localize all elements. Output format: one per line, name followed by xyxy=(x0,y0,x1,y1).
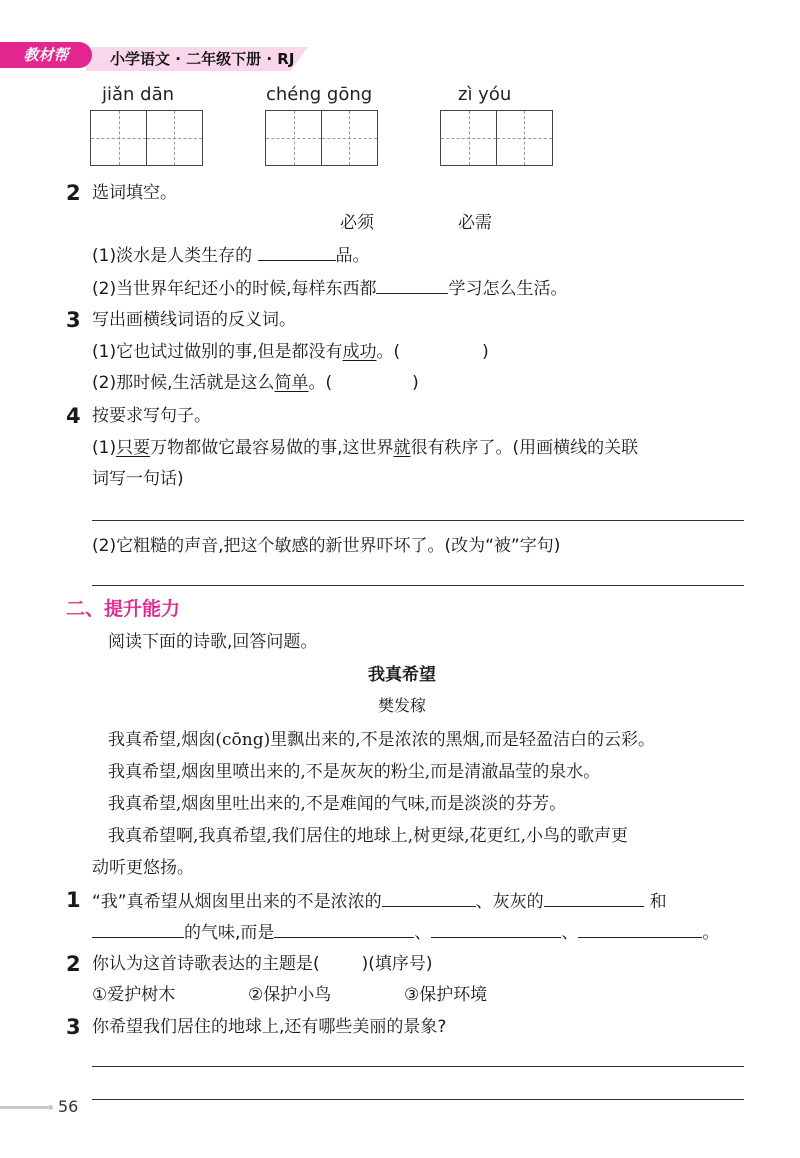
question-number: 3 xyxy=(66,1015,81,1039)
answer-blank[interactable] xyxy=(578,919,702,938)
pinyin-label: jiǎn dān xyxy=(102,84,175,105)
tian-grid-cell[interactable] xyxy=(496,110,553,166)
r1-line-2: 的气味,而是 、 、 。 xyxy=(92,919,719,945)
pinyin-label: chéng gōng xyxy=(266,84,373,105)
poem-author: 樊发稼 xyxy=(378,696,427,715)
poem-line: 我真希望,烟囱里喷出来的,不是灰灰的粉尘,而是清澈晶莹的泉水。 xyxy=(108,762,601,782)
question-title: 写出画横线词语的反义词。 xyxy=(92,310,296,330)
poem-title: 我真希望 xyxy=(368,665,436,685)
question-title: 按要求写句子。 xyxy=(92,406,211,426)
tian-grid-cell[interactable] xyxy=(440,110,497,166)
underlined-word: 就 xyxy=(393,438,411,458)
q4-item-1-cont: 词写一句话) xyxy=(92,469,184,489)
r2-question: 你认为这首诗歌表达的主题是( )(填序号) xyxy=(92,954,433,974)
tian-grid xyxy=(90,110,201,166)
answer-blank[interactable] xyxy=(382,888,476,907)
option: ②保护小鸟 xyxy=(248,985,332,1005)
poem-line: 动听更悠扬。 xyxy=(92,858,194,878)
poem-line: 我真希望啊,我真希望,我们居住的地球上,树更绿,花更红,小鸟的歌声更 xyxy=(108,826,629,846)
poem-line: 我真希望,烟囱里吐出来的,不是难闻的气味,而是淡淡的芬芳。 xyxy=(108,794,567,814)
brand-badge: 教材帮 xyxy=(0,42,92,68)
answer-line[interactable] xyxy=(92,1066,744,1067)
poem-line: 我真希望,烟囱(cōng)里飘出来的,不是浓浓的黑烟,而是轻盈洁白的云彩。 xyxy=(108,730,656,750)
question-number: 2 xyxy=(66,952,81,976)
q4-item-2: (2)它粗糙的声音,把这个敏感的新世界吓坏了。(改为“被”字句) xyxy=(92,536,561,556)
r1-line-1: “我”真希望从烟囱里出来的不是浓浓的 、灰灰的 和 xyxy=(92,888,667,914)
q3-item-2: (2)那时候,生活就是这么简单。( ) xyxy=(92,373,419,393)
section-heading: 二、提升能力 xyxy=(66,598,181,620)
tian-grid xyxy=(440,110,551,166)
question-number: 2 xyxy=(66,181,81,205)
question-title: 选词填空。 xyxy=(92,183,177,203)
tian-grid-cell[interactable] xyxy=(265,110,322,166)
option: ③保护环境 xyxy=(404,985,488,1005)
page-footer-dot xyxy=(48,1105,53,1110)
tian-grid xyxy=(265,110,376,166)
answer-blank[interactable] xyxy=(376,275,448,294)
page-number: 56 xyxy=(58,1097,79,1116)
q4-item-1: (1)只要万物都做它最容易做的事,这世界就很有秩序了。(用画横线的关联 xyxy=(92,438,639,458)
answer-blank[interactable] xyxy=(274,919,414,938)
tian-grid-cell[interactable] xyxy=(146,110,203,166)
tian-grid-cell[interactable] xyxy=(90,110,147,166)
q3-item-1: (1)它也试过做别的事,但是都没有成功。( ) xyxy=(92,342,489,362)
answer-blank[interactable] xyxy=(544,888,644,907)
word-choice: 必需 xyxy=(458,213,492,233)
r3-question: 你希望我们居住的地球上,还有哪些美丽的景象? xyxy=(92,1017,447,1037)
underlined-word: 简单 xyxy=(274,373,309,393)
underlined-word: 只要 xyxy=(116,438,151,458)
q2-item-2: (2)当世界年纪还小的时候,每样东西都 学习怎么生活。 xyxy=(92,275,567,301)
underlined-word: 成功 xyxy=(342,342,377,362)
question-number: 1 xyxy=(66,888,81,912)
word-choice: 必须 xyxy=(340,213,374,233)
answer-line[interactable] xyxy=(92,520,744,521)
question-number: 3 xyxy=(66,308,81,332)
reading-intro: 阅读下面的诗歌,回答问题。 xyxy=(108,632,318,652)
question-number: 4 xyxy=(66,404,81,428)
answer-blank[interactable] xyxy=(431,919,561,938)
page-footer-bar xyxy=(0,1106,48,1109)
option: ①爱护树木 xyxy=(92,985,176,1005)
answer-line[interactable] xyxy=(92,585,744,586)
answer-blank[interactable] xyxy=(92,919,184,938)
q2-item-1: (1)淡水是人类生存的 品。 xyxy=(92,242,370,268)
answer-line[interactable] xyxy=(92,1099,744,1100)
answer-blank[interactable] xyxy=(258,242,336,261)
tian-grid-cell[interactable] xyxy=(321,110,378,166)
book-title: 小学语文 · 二年级下册 · RJ xyxy=(110,50,295,68)
pinyin-label: zì yóu xyxy=(458,84,512,105)
